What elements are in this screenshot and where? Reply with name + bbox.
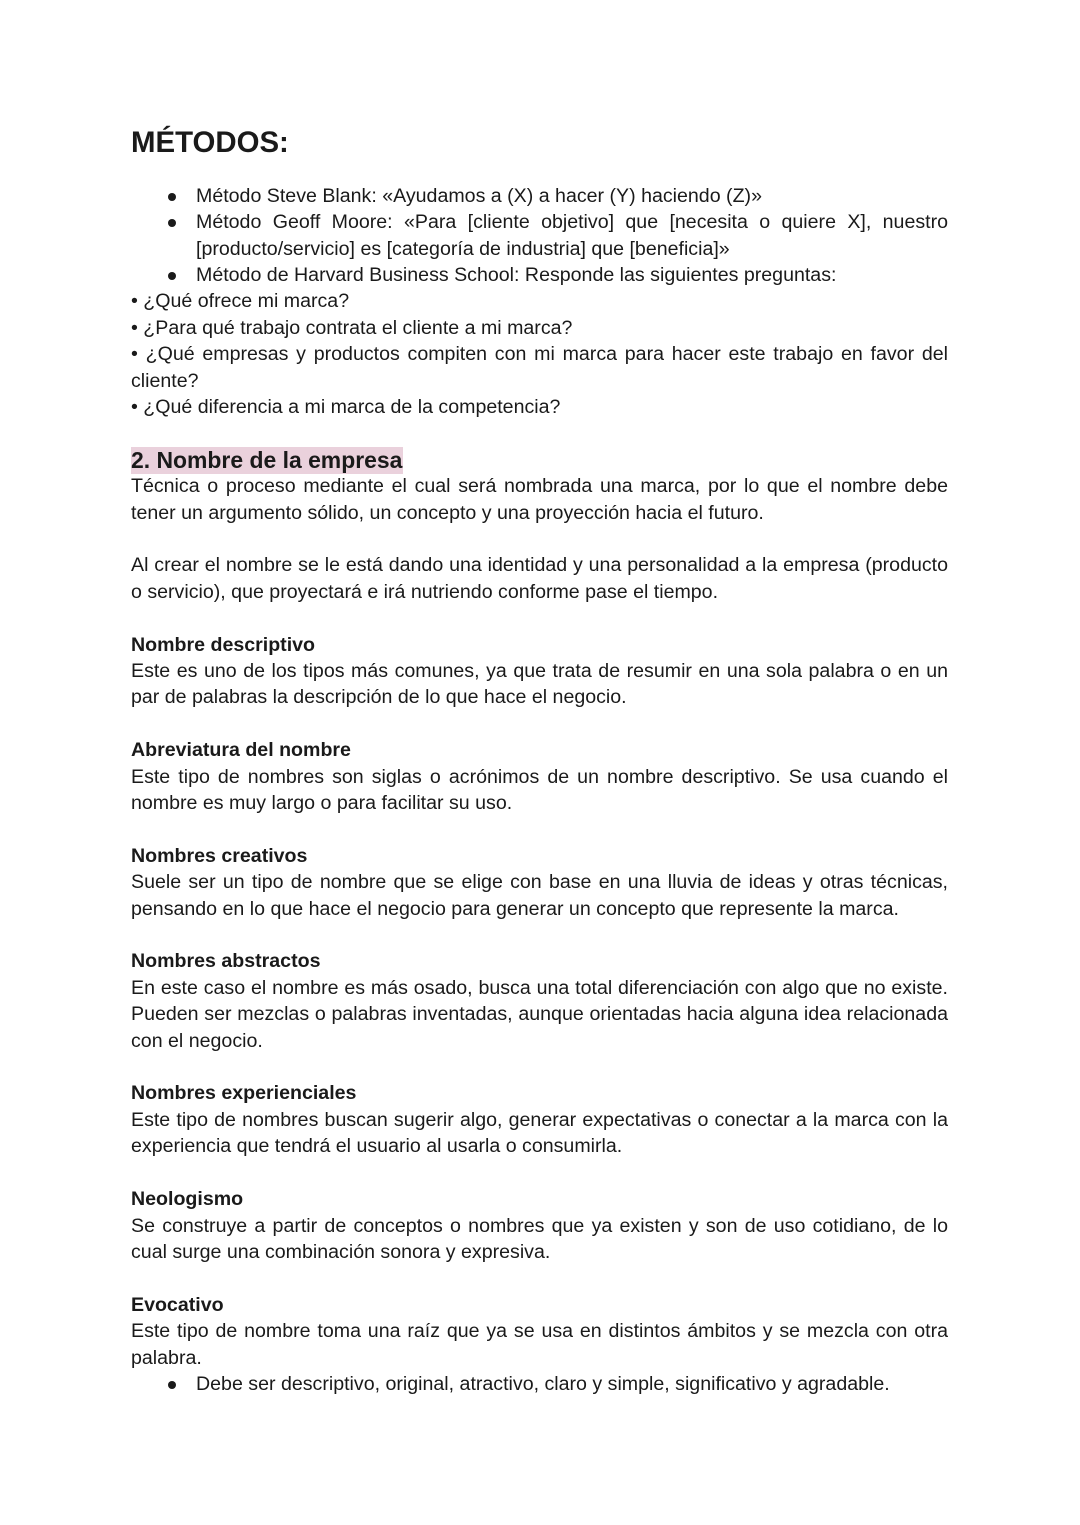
spacer [131,816,948,842]
harvard-questions-list [131,288,948,420]
question-item: • ¿Qué diferencia a mi marca de la competencia? [131,396,561,419]
document-page [131,126,948,1397]
spacer [131,526,948,552]
method-item-harvard: Método de Harvard Business School: Responde las siguientes preguntas: [131,262,948,288]
section-paragraph: Al crear el nombre se le está dando una identidad y una personalidad a la empresa (producto o servicio), que proyectará e irá nutriendo conforme pase el tiempo. [131,554,948,603]
bullet-icon [168,272,176,280]
name-type-text: Este tipo de nombres son siglas o acrónimos de un nombre descriptivo. Se usa cuando el nombre es muy largo o para facilitar su uso. [131,765,948,815]
name-type-experiential [131,1080,948,1159]
name-type-descriptive [131,632,948,711]
section-heading [131,447,948,473]
name-type-evocative [131,1292,948,1371]
bullet-icon [168,193,176,201]
methods-bullet-list [131,183,948,289]
name-type-abbreviation [131,737,948,816]
name-type-title: Nombres experienciales [131,1082,357,1105]
method-item-geoff-moore: Método Geoff Moore: «Para [cliente objetivo] que [necesita o quiere X], nuestro [producto/servicio] es [categoría de industria] que [beneficia]» [131,209,948,262]
question-item: • ¿Qué empresas y productos compiten con mi marca para hacer este trabajo en favor del cliente? [131,343,948,392]
spacer [131,605,948,631]
name-type-text: Este tipo de nombres buscan sugerir algo, generar expectativas o conectar a la marca con la experiencia que tendrá el usuario al usarla o consumirla. [131,1108,948,1158]
name-type-text: Se construye a partir de conceptos o nombres que ya existen y son de uso cotidiano, de lo cual surge una combinación sonora y expresiva. [131,1214,948,1263]
name-type-title: Evocativo [131,1293,224,1316]
section-intro: Técnica o proceso mediante el cual será nombrada una marca, por lo que el nombre debe tener un argumento sólido, un concepto y una proyección hacia el futuro. [131,475,948,524]
spacer [131,1160,948,1186]
spacer [131,420,948,446]
name-type-neologism [131,1186,948,1265]
question-item: • ¿Qué ofrece mi marca? [131,290,350,313]
name-type-title: Nombres abstractos [131,950,321,973]
name-type-text: Este tipo de nombre toma una raíz que ya se usa en distintos ámbitos y se mezcla con otra palabra. [131,1320,948,1369]
name-type-title: Neologismo [131,1188,244,1211]
name-type-title: Nombre descriptivo [131,633,316,656]
name-type-text: Este es uno de los tipos más comunes, ya que trata de resumir en una sola palabra o en un par de palabras la descripción de lo que hace el negocio. [131,660,948,709]
name-type-abstract [131,948,948,1054]
spacer [131,922,948,948]
name-criteria-list [131,1371,948,1397]
spacer [131,1054,948,1080]
name-type-creative [131,843,948,922]
method-item-steve-blank: Método Steve Blank: «Ayudamos a (X) a hacer (Y) haciendo (Z)» [131,183,948,209]
name-type-text: Suele ser un tipo de nombre que se elige con base en una lluvia de ideas y otras técnicas, pensando en lo que hace el negocio para generar un concepto que represente la marca. [131,871,948,920]
question-item: • ¿Para qué trabajo contrata el cliente a mi marca? [131,316,573,339]
bullet-icon [168,1381,176,1389]
bullet-icon [168,219,176,227]
spacer [131,711,948,737]
methods-title: MÉTODOS: [131,126,289,159]
name-type-title: Abreviatura del nombre [131,739,351,762]
spacer [131,1265,948,1291]
highlighted-heading-text: 2. Nombre de la empresa [131,446,403,473]
name-type-title: Nombres creativos [131,844,308,867]
name-type-text: En este caso el nombre es más osado, busca una total diferenciación con algo que no existe. Pueden ser mezclas o palabras inventadas, aunque orientadas hacia alguna idea relacionada con el negocio. [131,976,948,1052]
spacer [131,156,948,182]
name-criteria-item: Debe ser descriptivo, original, atractivo, claro y simple, significativo y agradable. [131,1371,948,1397]
